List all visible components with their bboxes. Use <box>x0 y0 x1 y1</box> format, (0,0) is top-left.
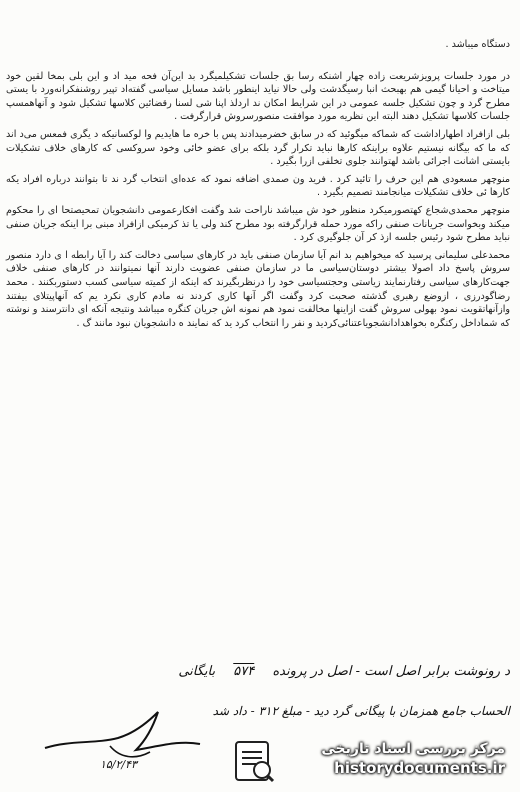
watermark-url: historydocuments.ir <box>334 759 505 777</box>
document-body <box>2 38 511 334</box>
handwritten-suffix: بایگانی <box>178 664 216 679</box>
paragraph-2: بلی ازافراد اطهاراداشت که شماکه میگوئید که در سابق خضرمیدادند پس با خره ما هایدیم وا لوکسانیکه د یگری فمعس می‌د اند که ما که بیگانه نیستیم علاوه براینکه کارها نباید تکرار گرد بلکه برای عضو خائی وخود سروکسی که کارهای خلاف تشکیلات بایستی اشانت اجرائی باشد لهتوانند جلوی تخلفی ازرا بگیرد . <box>2 128 510 168</box>
watermark <box>270 740 505 784</box>
handwritten-date: ۱۵/۲/۴۳ <box>100 758 137 771</box>
handwritten-prefix: د رونوشت برابر اصل است - اصل در پرونده <box>272 664 510 679</box>
paragraph-3: منوچهر مسعودی هم این حرف را تائید کرد . فرید ون صمدی اضافه نمود که عده‌ای انتخاب گرد ند تا بتوانند درباره افراد یکه کارها ئی خلاف تشکیلات میانجامند تصمیم بگیرد . <box>2 173 511 199</box>
paragraph-1: در مورد جلسات پرویزشریعت زاده چهار اشنکه رسا بق جلسات تشکیلمیگرد بد این‌آن فحه مید اد و این بلی بمخا لقین خود میتاخت و احیانا گیمی هم بهبحث انبا رسیگدشت ولی حالا نیاید اینطور باشد مسایل سیاسی گفته‌اد تپیر روشنفکرانه‌ورد با یستی مطرح گرد و چون تشکیل جلسه عمومی در این شرایط امکان ند اردلذ اپنا شی لسنا رقضائین کلاسها تشکیل شود و آنهاهمسپ جلسات کلاسها تشکیل دهند البته این نظریه مورد موافقت منصورسروش قرارگرفت . <box>2 70 510 123</box>
intro-line: دستگاه میباشد . <box>445 39 510 50</box>
paragraph-4: منوچهر محمدی‌شجاع کهتصورمیکرد منظور خود ش میباشد ناراحت شد وگفت افکارعمومی دانشجویان تمحیصتحا ای را محکوم میکند وبخواست جریانات صنفی راکه مورد حمله قرارگرفته بود مطرح کند ولی یا تذ کرمیکی ازافراد مبنی برا اینکه جریان صنفی نباید مطرح شود رئیس جلسه ازذ کر آن جلوگیری کرد . <box>2 204 510 244</box>
watermark-title: مرکز بررسی اسناد تاریخی <box>321 741 505 757</box>
handwritten-note-1 <box>10 664 510 679</box>
paragraph-5: محمدعلی سلیمانی پرسید که میخواهیم بد انم آیا سازمان صنفی باید در کارهای سیاسی دخالت کند را آیا رابطه ا ی دارد منصور سروش پاسخ داد اصولا بیشتر دوستان‌سیاسی ما در سازمان صنفی عضویت دارند آنها نمیتوانند در کارهای صنفی خلاف جهت‌کارهای سیاسی رفتارنمایند زیاستی وحجتسیاسی خود را درنظربگیرند که اینکه از کمیته سیاسی کسب دستوربکنند . محمد رضاگودرزی ، ازوضع رهبری گذشته صحبت کرد وگفت اگر آنها کاری کردند نه مادم کاری نکرد یم که آنهاپیتلای بیفتند وازآنهاتقویت نمود بهولی سروش گفت ازاینها مخالفت نمود هم نمونه اش جریان کنگره میباشد ونتیجه آنکه ای دانترسند و نوشته که شماداخل رکنگره بخواهدادانشجویاعتنائی‌کردید و نفر را انتخاب کرد ید که نمایند ه دانشجویان نبود مانند گ . <box>2 249 510 329</box>
handwritten-number: ۵۷۴ <box>233 664 255 679</box>
handwritten-note-2: الحساب جامع همزمان با پیگانی گرد دید - مبلغ ۳۱۲ - داد شد <box>212 704 510 718</box>
